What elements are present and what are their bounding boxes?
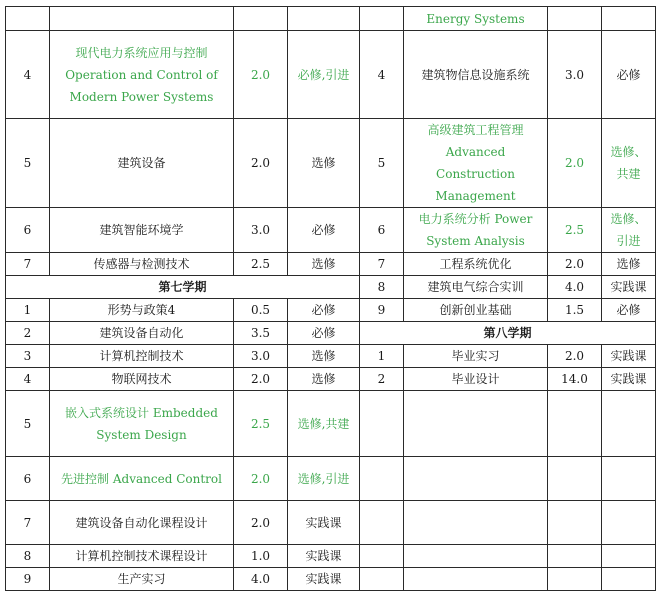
course-credit: 2.0 [234,31,288,119]
course-type: 实践课 [288,568,360,591]
course-name: 建筑设备自动化 [50,322,234,345]
course-no: 9 [360,299,404,322]
course-type: 选修 [288,119,360,208]
course-credit: 2.5 [548,208,602,253]
empty-cell [602,457,656,501]
empty-cell [360,457,404,501]
course-no: 6 [360,208,404,253]
course-name: 物联网技术 [50,368,234,391]
course-credit: 2.5 [234,253,288,276]
course-credit: 3.0 [234,345,288,368]
course-type: 选修 [288,345,360,368]
course-name: 现代电力系统应用与控制 Operation and Control of Modern Power Systems [50,31,234,119]
course-type: 选修 [602,253,656,276]
course-type: 实践课 [602,368,656,391]
empty-cell [548,545,602,568]
course-no: 4 [360,31,404,119]
course-name: 毕业实习 [404,345,548,368]
table-row [6,7,656,31]
empty-cell [360,545,404,568]
course-no: 8 [6,545,50,568]
course-credit: 2.0 [234,501,288,545]
course-credit: 1.0 [234,545,288,568]
empty-cell [548,568,602,591]
curriculum-table [5,6,656,591]
empty-cell [548,391,602,457]
table-row [6,119,656,208]
table-row [6,568,656,591]
course-type: 必修,引进 [288,31,360,119]
empty-cell [602,391,656,457]
empty-cell [360,391,404,457]
course-name: 先进控制 Advanced Control [50,457,234,501]
course-credit: 2.0 [548,119,602,208]
table-row [6,299,656,322]
course-no: 5 [6,119,50,208]
course-credit: 1.5 [548,299,602,322]
table-row [6,545,656,568]
course-no: 4 [6,368,50,391]
course-credit: 2.0 [548,345,602,368]
empty-cell [404,545,548,568]
course-credit: 3.5 [234,322,288,345]
course-type [602,7,656,31]
course-name: 计算机控制技术课程设计 [50,545,234,568]
course-type: 必修 [288,208,360,253]
course-no: 7 [6,501,50,545]
course-no: 8 [360,276,404,299]
table-row [6,253,656,276]
table-row [6,31,656,119]
course-name: 电力系统分析 Power System Analysis [404,208,548,253]
empty-cell [404,501,548,545]
table-row [6,208,656,253]
course-credit [548,7,602,31]
empty-cell [548,501,602,545]
course-name: 工程系统优化 [404,253,548,276]
course-name: 毕业设计 [404,368,548,391]
course-no: 9 [6,568,50,591]
empty-cell [360,568,404,591]
course-credit: 2.0 [548,253,602,276]
course-no: 1 [6,299,50,322]
empty-cell [602,545,656,568]
course-no: 2 [6,322,50,345]
course-name: 建筑设备自动化课程设计 [50,501,234,545]
course-no: 7 [6,253,50,276]
course-credit: 2.5 [234,391,288,457]
course-type: 必修 [602,299,656,322]
course-no: 3 [6,345,50,368]
course-no: 7 [360,253,404,276]
course-type: 选修、共建 [602,119,656,208]
empty-cell [602,501,656,545]
empty-cell [548,457,602,501]
empty-cell [404,568,548,591]
course-no [6,7,50,31]
course-name: 传感器与检测技术 [50,253,234,276]
course-credit: 0.5 [234,299,288,322]
course-no [360,7,404,31]
course-type: 实践课 [288,501,360,545]
course-no: 6 [6,208,50,253]
course-credit: 2.0 [234,119,288,208]
course-type: 选修 [288,368,360,391]
course-name: 创新创业基础 [404,299,548,322]
course-type: 必修 [602,31,656,119]
table-row [6,276,656,299]
course-type: 实践课 [288,545,360,568]
course-credit [234,7,288,31]
empty-cell [360,501,404,545]
course-name: 建筑智能环境学 [50,208,234,253]
course-name: 高级建筑工程管理 Advanced Construction Management [404,119,548,208]
course-type: 必修 [288,299,360,322]
table-row [6,368,656,391]
table-row [6,457,656,501]
empty-cell [602,568,656,591]
semester-heading: 第七学期 [6,276,360,299]
table-row [6,322,656,345]
curriculum-table-wrapper [5,6,647,586]
course-credit: 3.0 [234,208,288,253]
course-type: 选修、引进 [602,208,656,253]
course-type [288,7,360,31]
course-no: 1 [360,345,404,368]
course-credit: 3.0 [548,31,602,119]
course-name: 嵌入式系统设计 Embedded System Design [50,391,234,457]
course-credit: 2.0 [234,368,288,391]
course-name [50,7,234,31]
course-credit: 2.0 [234,457,288,501]
course-name: Energy Systems [404,7,548,31]
course-no: 4 [6,31,50,119]
course-name: 计算机控制技术 [50,345,234,368]
course-name: 建筑设备 [50,119,234,208]
table-row [6,345,656,368]
course-credit: 4.0 [234,568,288,591]
empty-cell [404,391,548,457]
course-name: 形势与政策4 [50,299,234,322]
course-credit: 4.0 [548,276,602,299]
course-type: 选修 [288,253,360,276]
semester-heading: 第八学期 [360,322,656,345]
course-type: 实践课 [602,345,656,368]
course-type: 选修,共建 [288,391,360,457]
course-credit: 14.0 [548,368,602,391]
empty-cell [404,457,548,501]
course-name: 建筑物信息设施系统 [404,31,548,119]
course-name: 建筑电气综合实训 [404,276,548,299]
course-type: 必修 [288,322,360,345]
course-type: 实践课 [602,276,656,299]
table-row [6,391,656,457]
course-name: 生产实习 [50,568,234,591]
table-row [6,501,656,545]
course-no: 5 [6,391,50,457]
course-no: 6 [6,457,50,501]
course-no: 5 [360,119,404,208]
course-no: 2 [360,368,404,391]
course-type: 选修,引进 [288,457,360,501]
